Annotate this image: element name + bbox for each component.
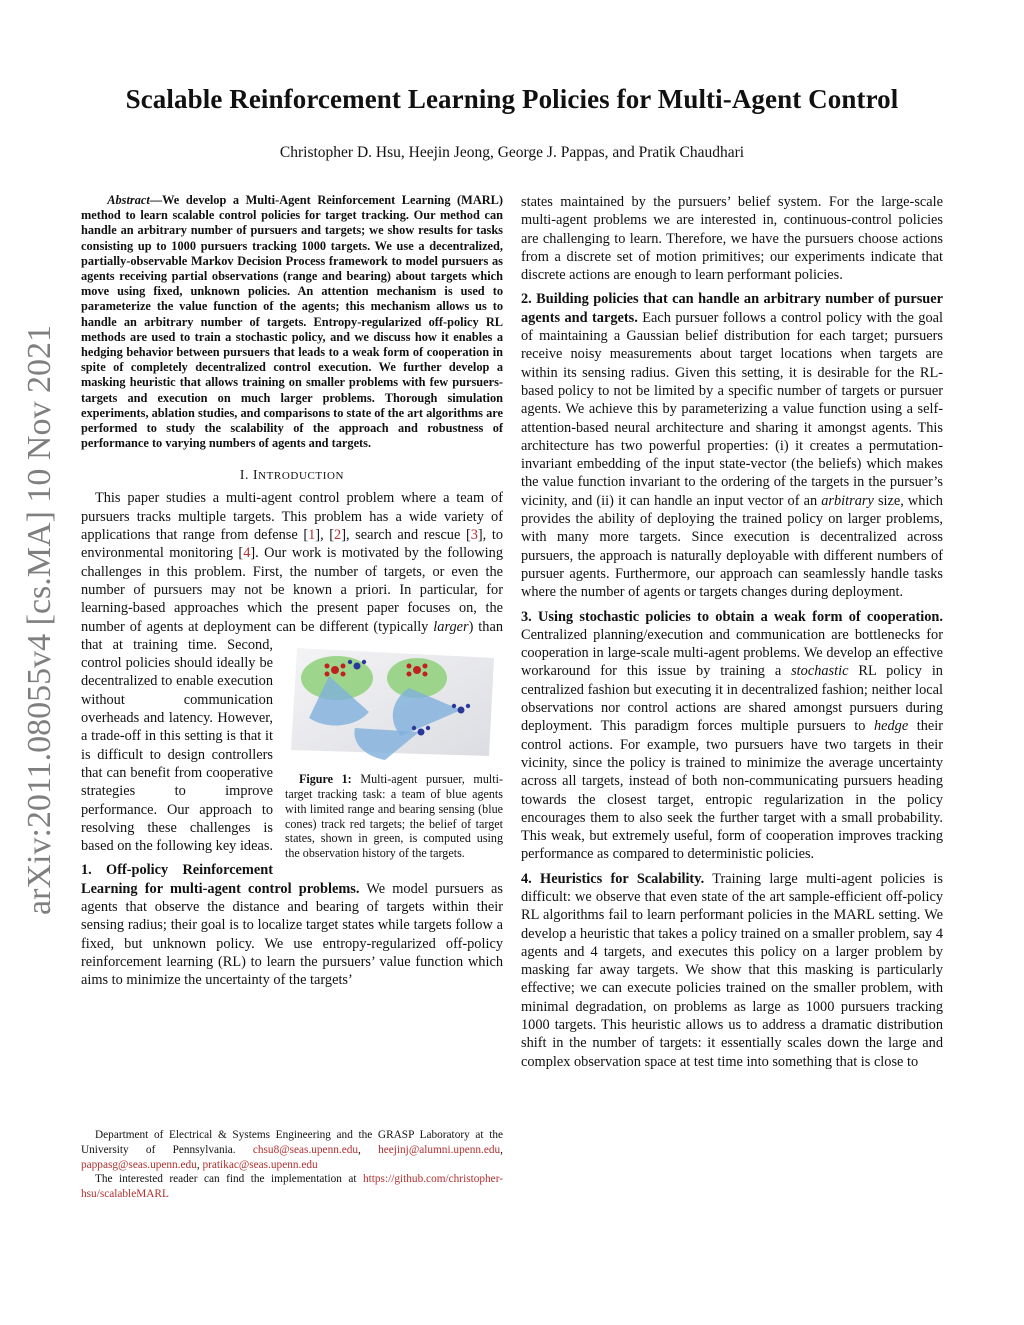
intro-text-e: ]. Our work is motivated by the following challenges in this problem. First, the number of targets, or even the number of pursuers may not be known a priori. In particular, for learning-based approaches which the present paper focuses on, the number of agents at deployment can be different (typically	[81, 545, 503, 635]
right-column	[521, 193, 943, 1071]
citation-link[interactable]: 1	[308, 527, 316, 544]
key-idea-2-text-b: size, which provides the ability of deploying the trained policy on larger problems, with many more targets. Since execution is decentralized across pursuers, the approach is naturally deployable with different numbers of pursuer agents. Furthermore, our approach can seamlessly handle tasks where the number of agents or targets changes during deployment.	[521, 492, 943, 601]
section-heading-rest: NTRODUCTION	[258, 470, 345, 483]
email-link[interactable]: pratikac@seas.upenn.edu	[202, 1158, 318, 1171]
key-idea-1	[81, 861, 503, 989]
citation-link[interactable]: 3	[470, 527, 478, 544]
email-link[interactable]: heejinj@alumni.upenn.edu	[378, 1143, 501, 1156]
figure-1-caption-text: Multi-agent pursuer, multi-target tracking task: a team of blue agents with limited range and bearing sensing (blue cones) track red targets; the belief of target states, shown in green, is computed using the observation history of the targets.	[285, 771, 503, 861]
abstract-label: Abstract	[107, 193, 150, 207]
abstract-text: —We develop a Multi-Agent Reinforcement Learning (MARL) method to learn scalable control policies for target tracking. Our method can handle an arbitrary number of pursuers and targets; we show results for tasks consisting up to 1000 pursuers tracking 1000 targets. We use a decentralized, partially-observable Markov Decision Process framework to model pursuers as agents receiving partial observations (range and bearing) about targets which move using fixed, unknown policies. An attention mechanism is used to parameterize the value function of the agents; this mechanism allows us to handle an arbitrary number of targets. Entropy-regularized off-policy RL methods are used to train a stochastic policy, and we discuss how it enables a hedging behavior between pursuers that leads to a weak form of cooperation in spite of completely decentralized control execution. We further develop a masking heuristic that allows training on smaller problems with few pursuers-targets and execution on much larger problems. Thorough simulation experiments, ablation studies, and comparisons to state of the art algorithms are performed to study the scalability of the approach and robustness of performance to varying numbers of agents and targets.	[81, 193, 503, 451]
citation-link[interactable]: 2	[334, 527, 342, 544]
key-idea-3	[521, 608, 943, 864]
key-idea-4-text: Training large multi-agent policies is difficult: we observe that even state of the art sample-efficient off-policy RL algorithms fail to learn performant policies in the MARL setting. We develop a heuristic that takes a policy trained on a smaller problem, say 4 agents and 4 targets, and executes this policy on a larger problem by masking far away targets. We show that this masking is particularly effective; we can execute policies trained on the smaller problem, with minimal degradation, on problems as large as 1000 pursuers tracking 1000 targets. This heuristic allows us to address a dramatic distribution shift in the number of targets: it essentially scales down the large and complex observation space at test time into something that is close to	[521, 870, 943, 1070]
section-heading-initial: I	[252, 467, 259, 483]
key-idea-3-text-b: RL policy in centralized fashion but executing it in decentralized fashion; neither local observations nor control actions are shared amongst pursuers during deployment. This paradigm forces multiple pursuers to	[521, 663, 943, 735]
key-idea-2-text-a: Each pursuer follows a control policy with the goal of maintaining a Gaussian belief distribution for each target; pursuers receive noisy measurements about target locations when targets are within its sensing radius. Given this setting, it is desirable for the RL-based policy to not be limited by a specific number of targets or pursuer agents. We achieve this by parameterizing a value function using a self-attention-based neural architecture and sharing it amongst agents. This architecture has two powerful properties: (i) it creates a permutation-invariant embedding of the input state-vector (the beliefs) which makes the value function invariant to the ordering of the targets in the pursuer’s vicinity, and (ii) it can handle an input vector of an	[521, 309, 943, 509]
figure-1-image	[289, 640, 501, 760]
key-idea-2-heading: 2. Building policies that can handle an arbitrary number of pursuer agents and targets.	[521, 291, 943, 326]
separator: ,	[196, 1158, 203, 1171]
key-idea-4	[521, 870, 943, 1071]
intro-text-a: This paper studies a multi-agent control problem where a team of pursuers tracks multiple targets. This problem has a wide variety of applications that range from defense [	[81, 490, 503, 544]
author-list: Christopher D. Hsu, Heejin Jeong, George J. Pappas, and Pratik Chaudhari	[279, 144, 745, 161]
footnote-affiliation	[81, 1128, 503, 1172]
footnote-affiliation-text: Department of Electrical & Systems Engineering and the GRASP Laboratory at the University of Pennsylvania.	[81, 1129, 503, 1156]
email-link[interactable]: pappasg@seas.upenn.edu	[81, 1158, 197, 1171]
intro-text-f: ) than that at training time. Second, control policies should ideally be decentralized to enable execution without communication overheads and latency. However, a trade-off in this setting is that it is difficult to design controllers that can benefit from cooperative strategies to improve performance. Our approach to resolving these challenges is based on the following key ideas.	[81, 618, 504, 855]
intro-text-b: ], [	[315, 527, 335, 544]
key-idea-1-heading: 1. Off-policy Reinforcement Learning for multi-agent control problems.	[81, 862, 360, 897]
intro-text-d: ], to environmental monitoring [	[81, 527, 504, 562]
paper-title: Scalable Reinforcement Learning Policies for Multi-Agent Control	[125, 84, 899, 114]
arxiv-identifier: arXiv:2011.08055v4 [cs.MA] 10 Nov 2021	[21, 325, 58, 915]
separator: ,	[358, 1143, 379, 1156]
key-idea-3-stochastic: stochastic	[791, 663, 849, 680]
figure-1-label: Figure 1:	[299, 771, 352, 786]
figure-1-caption	[285, 772, 503, 861]
key-idea-3-text-c: their control actions. For example, two pursuers have two targets in their vicinity, since the policy is trained to minimize the average uncertainty across all targets, instead of both non-communicating pursuers heading towards the closest target, entropic regularization in the policy encourages them to also seek the further target with a small probability. This weak, but extremely useful, form of cooperation improves tracking performance as compared to deterministic policies.	[521, 718, 944, 863]
intro-larger: larger	[433, 618, 469, 635]
left-column	[81, 193, 503, 989]
key-idea-3-hedge: hedge	[873, 718, 909, 735]
section-heading-introduction	[81, 467, 503, 483]
repository-link[interactable]: https://github.com/christopher-hsu/scalableMARL	[81, 1173, 503, 1201]
footnote	[81, 1128, 503, 1202]
key-idea-3-text-a: Centralized planning/execution and communication are bottlenecks for cooperation in large-scale multi-agent problems. We develop an effective workaround for this issue by training a	[521, 626, 943, 680]
abstract	[81, 193, 503, 451]
section-heading-first: I.	[239, 467, 249, 483]
figure-1	[285, 640, 503, 861]
key-idea-2	[521, 290, 943, 601]
intro-paragraph	[81, 489, 504, 861]
key-idea-1-continued: states maintained by the pursuers’ belief system. For the large-scale multi-agent problems we are interested in, continuous-control policies are challenging to learn. Therefore, we have the pursuers choose actions from a discrete set of motion primitives; our experiments indicate that discrete actions are enough to learn performant policies.	[521, 194, 943, 284]
intro-text-c: ], search and rescue [	[341, 527, 471, 544]
separator: ,	[500, 1143, 503, 1156]
footnote-implementation-text: The interested reader can find the implementation at	[95, 1173, 363, 1186]
key-idea-1-text: We model pursuers as agents that observe the distance and bearing of targets within their sensing radius; their goal is to localize target states while targets follow a fixed, but unknown policy. We use entropy-regularized off-policy reinforcement learning (RL) to learn the pursuers’ value function which aims to minimize the uncertainty of the targets’	[81, 880, 503, 989]
footnote-implementation	[81, 1172, 503, 1202]
email-link[interactable]: chsu8@seas.upenn.edu	[252, 1143, 359, 1156]
key-idea-3-heading: 3. Using stochastic policies to obtain a weak form of cooperation.	[521, 608, 943, 625]
key-idea-4-heading: 4. Heuristics for Scalability.	[521, 870, 705, 887]
key-idea-2-arbitrary: arbitrary	[821, 492, 874, 509]
citation-link[interactable]: 4	[243, 545, 251, 562]
